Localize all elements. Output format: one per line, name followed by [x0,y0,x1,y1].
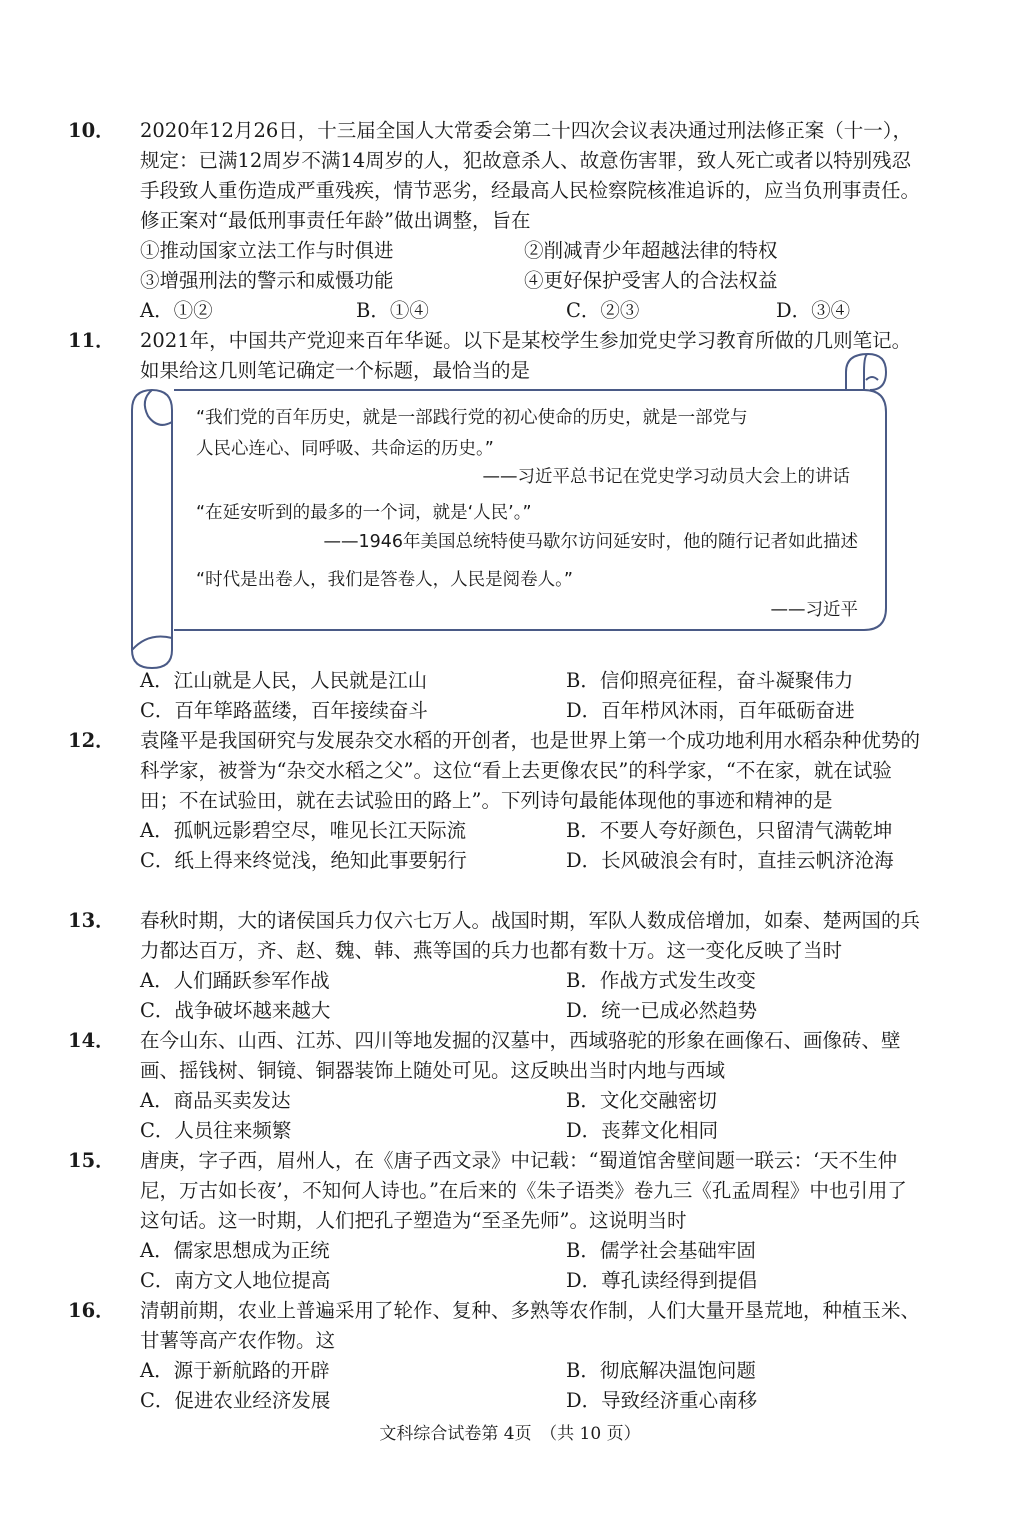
option-d[interactable]: D．长风破浪会有时，直挂云帆济沧海 [566,849,894,872]
options-row [104,846,922,876]
statement-3: ③增强刑法的警示和威慑功能 [140,269,394,292]
option-a[interactable]: A．江山就是人民，人民就是江山 [140,669,428,692]
option-d[interactable]: D．③④ [776,299,851,322]
statement-2: ②削减青少年超越法律的特权 [524,239,778,262]
option-b[interactable]: B．儒学社会基础牢固 [566,1239,756,1262]
question-stem: 清朝前期，农业上普遍采用了轮作、复种、多熟等农作制，人们大量开垦荒地，种植玉米、甘薯等高产农作物。这 [140,1299,921,1352]
option-c[interactable]: C．南方文人地位提高 [140,1269,331,1292]
options-row [104,816,922,846]
option-b[interactable]: B．不要人夸好颜色，只留清气满乾坤 [566,819,893,842]
question-stem: 2021年，中国共产党迎来百年华诞。以下是某校学生参加党史学习教育所做的几则笔记。如果给这几则笔记确定一个标题，最恰当的是 [140,329,912,382]
options-row [104,696,922,726]
quote-2-source: ——1946年美国总统特使马歇尔访问延安时，他的随行记者如此描述 [323,532,858,552]
option-a[interactable]: A．人们踊跃参军作战 [140,969,330,992]
option-b[interactable]: B．信仰照亮征程，奋斗凝聚伟力 [566,669,854,692]
options-row [104,666,922,696]
options-row [104,1086,922,1116]
option-c[interactable]: C．促进农业经济发展 [140,1389,331,1412]
quote-1-line-1: “我们党的百年历史，就是一部践行党的初心使命的历史，就是一部党与 [196,408,748,428]
option-a[interactable]: A．儒家思想成为正统 [140,1239,330,1262]
question-12 [68,726,922,876]
question-11-options [104,666,922,726]
question-15 [68,1146,922,1296]
quote-scroll [128,350,894,672]
option-c[interactable]: C．百年筚路蓝缕，百年接续奋斗 [140,699,428,722]
question-stem: 唐庚，字子西，眉州人，在《唐子西文录》中记载：“蜀道馆舍壁间题一联云：‘天不生仲尼，万古如长夜’，不知何人诗也。”在后来的《朱子语类》卷九三《孔孟周程》中也引用了这句话。这一时期，人们把孔子塑造为“至圣先师”。这说明当时 [140,1149,907,1232]
question-number: 13． [68,909,115,932]
question-stem: 春秋时期，大的诸侯国兵力仅六七万人。战国时期，军队人数成倍增加，如秦、楚两国的兵力都达百万，齐、赵、魏、韩、燕等国的兵力也都有数十万。这一变化反映了当时 [140,909,921,962]
option-a[interactable]: A．商品买卖发达 [140,1089,291,1112]
question-13 [68,906,922,1026]
question-stem: 在今山东、山西、江苏、四川等地发掘的汉墓中，西域骆驼的形象在画像石、画像砖、壁画、摇钱树、铜镜、铜器装饰上随处可见。这反映出当时内地与西域 [140,1029,901,1082]
question-number: 12． [68,729,115,752]
option-d[interactable]: D．统一已成必然趋势 [566,999,758,1022]
options-row [104,1116,922,1146]
option-b[interactable]: B．彻底解决温饱问题 [566,1359,756,1382]
options-row [104,1386,922,1416]
option-b[interactable]: B．文化交融密切 [566,1089,717,1112]
option-a[interactable]: A．源于新航路的开辟 [140,1359,330,1382]
option-d[interactable]: D．百年栉风沐雨，百年砥砺奋进 [566,699,855,722]
option-d[interactable]: D．丧葬文化相同 [566,1119,719,1142]
option-a[interactable]: A．①② [140,299,213,322]
question-number: 15． [68,1149,115,1172]
quote-3-source: ——习近平 [770,600,858,620]
option-a[interactable]: A．孤帆远影碧空尽，唯见长江天际流 [140,819,467,842]
question-16 [68,1296,922,1416]
options-row [104,296,922,326]
statement-row [104,266,922,296]
option-d[interactable]: D．尊孔读经得到提倡 [566,1269,758,1292]
quote-1-source: ——习近平总书记在党史学习动员大会上的讲话 [482,467,850,487]
options-row [104,1356,922,1386]
statement-row [104,236,922,266]
question-number: 16． [68,1299,115,1322]
question-number: 14． [68,1029,115,1052]
options-row [104,1236,922,1266]
option-d[interactable]: D．导致经济重心南移 [566,1389,758,1412]
options-row [104,996,922,1026]
option-b[interactable]: B．①④ [356,299,429,322]
question-number: 10． [68,119,115,142]
quote-3: “时代是出卷人，我们是答卷人，人民是阅卷人。” [196,570,573,590]
options-row [104,966,922,996]
option-c[interactable]: C．纸上得来终觉浅，绝知此事要躬行 [140,849,467,872]
question-14 [68,1026,922,1146]
option-b[interactable]: B．作战方式发生改变 [566,969,756,992]
quote-1-line-2: 人民心连心、同呼吸、共命运的历史。” [196,439,494,459]
option-c[interactable]: C．②③ [566,299,640,322]
quote-2: “在延安听到的最多的一个词，就是‘人民’。” [196,503,532,523]
question-number: 11． [68,329,115,352]
question-10 [68,116,922,326]
statement-4: ④更好保护受害人的合法权益 [524,269,778,292]
question-stem: 2020年12月26日，十三届全国人大常委会第二十四次会议表决通过刑法修正案（十一），规定：已满12周岁不满14周岁的人，犯故意杀人、故意伤害罪，致人死亡或者以特别残忍手段致人重伤造成严重残疾，情节恶劣，经最高人民检察院核准追诉的，应当负刑事责任。修正案对“最低刑事责任年龄”做出调整，旨在 [140,119,921,232]
options-row [104,1266,922,1296]
page-footer: 文科综合试卷第 4页 （共 10 页） [379,1424,641,1444]
option-c[interactable]: C．人员往来频繁 [140,1119,292,1142]
statement-1: ①推动国家立法工作与时俱进 [140,239,394,262]
question-stem: 袁隆平是我国研究与发展杂交水稻的开创者，也是世界上第一个成功地利用水稻杂种优势的科学家，被誉为“杂交水稻之父”。这位“看上去更像农民”的科学家，“不在家，就在试验田；不在试验田，就在去试验田的路上”。下列诗句最能体现他的事迹和精神的是 [140,729,921,812]
option-c[interactable]: C．战争破坏越来越大 [140,999,331,1022]
